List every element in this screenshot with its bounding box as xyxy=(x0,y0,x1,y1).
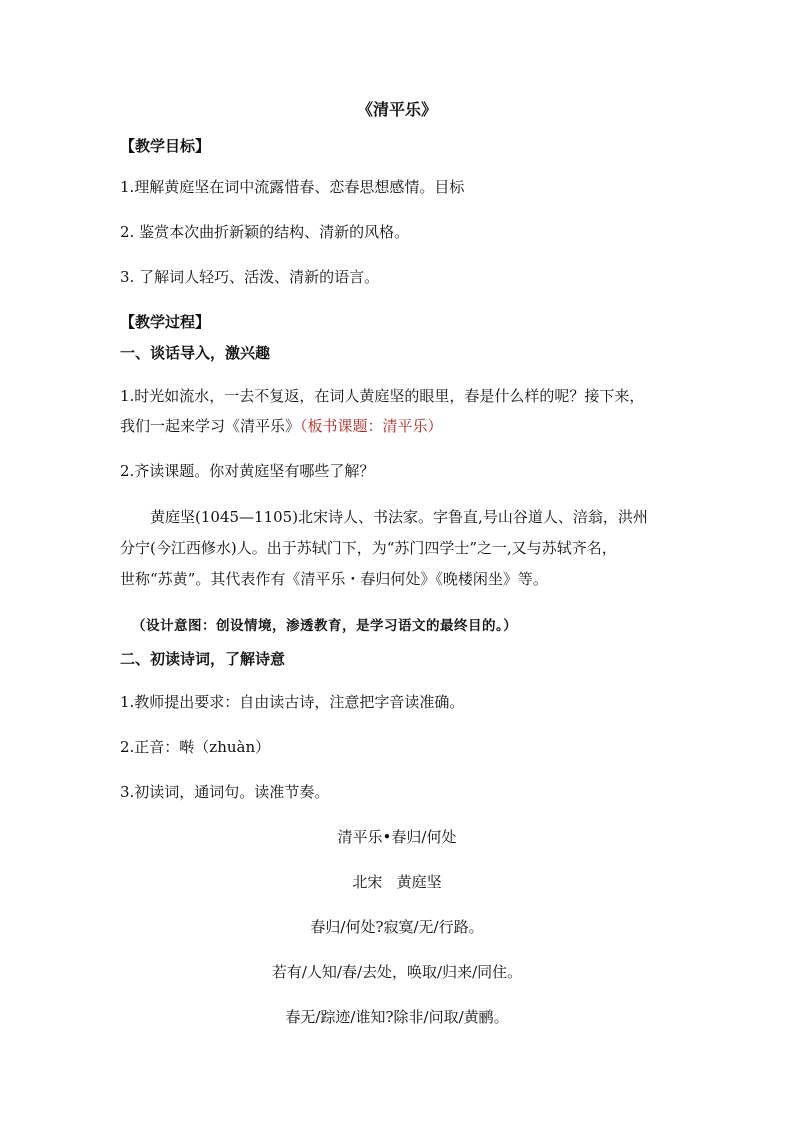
poem-line-1: 春归/何处?寂寞/无/行路。 xyxy=(310,918,484,936)
bio-line-2: 分宁(今江西修水)人。出于苏轼门下，为“苏门四学士”之一,又与苏轼齐名， xyxy=(120,539,617,557)
poem-line-2: 若有/人知/春/去处，唤取/归来/同住。 xyxy=(271,963,523,981)
part1-paragraph-1-line-2 xyxy=(120,415,443,437)
design-intent-note: （设计意图：创设情境，渗透教育，是学习语文的最终目的。） xyxy=(132,618,518,634)
process-heading: 【教学过程】 xyxy=(120,313,211,331)
part2-item-1: 1.教师提出要求：自由读古诗，注意把字音读准确。 xyxy=(120,693,465,711)
lesson-intro-text: 我们一起来学习《清平乐》 xyxy=(120,417,301,435)
bio-line-1: 黄庭坚(1045—1105)北宋诗人、书法家。字鲁直,号山谷道人、涪翁，洪州 xyxy=(150,508,648,526)
poem-line-3: 春无/踪迹/谁知?除非/问取/黄鹂。 xyxy=(285,1008,509,1026)
objectives-heading: 【教学目标】 xyxy=(120,137,211,155)
objective-item-1: 1.理解黄庭坚在词中流露惜春、恋春思想感情。目标 xyxy=(120,178,465,196)
poem-title: 清平乐•春归/何处 xyxy=(337,828,457,846)
part2-item-3: 3.初读词，通词句。读准节奏。 xyxy=(120,783,330,801)
objective-item-2: 2. 鉴赏本次曲折新颖的结构、清新的风格。 xyxy=(120,223,410,241)
part2-heading: 二、初读诗词，了解诗意 xyxy=(120,650,286,668)
part1-paragraph-2: 2.齐读课题。你对黄庭坚有哪些了解？ xyxy=(120,462,375,480)
poem-author: 北宋 黄庭坚 xyxy=(352,873,442,891)
board-title-note: （板书课题：清平乐） xyxy=(300,417,443,435)
page-title: 《清平乐》 xyxy=(356,100,437,119)
part1-heading: 一、谈话导入，激兴趣 xyxy=(120,344,271,362)
part1-paragraph-1-line-1: 1.时光如流水，一去不复返，在词人黄庭坚的眼里，春是什么样的呢？接下来， xyxy=(120,387,645,405)
objective-item-3: 3. 了解词人轻巧、活泼、清新的语言。 xyxy=(120,268,380,286)
part2-item-2: 2.正音：啭（zhuàn） xyxy=(120,738,271,756)
bio-line-3: 世称“苏黄”。其代表作有《清平乐・春归何处》《晚楼闲坐》等。 xyxy=(120,570,548,588)
